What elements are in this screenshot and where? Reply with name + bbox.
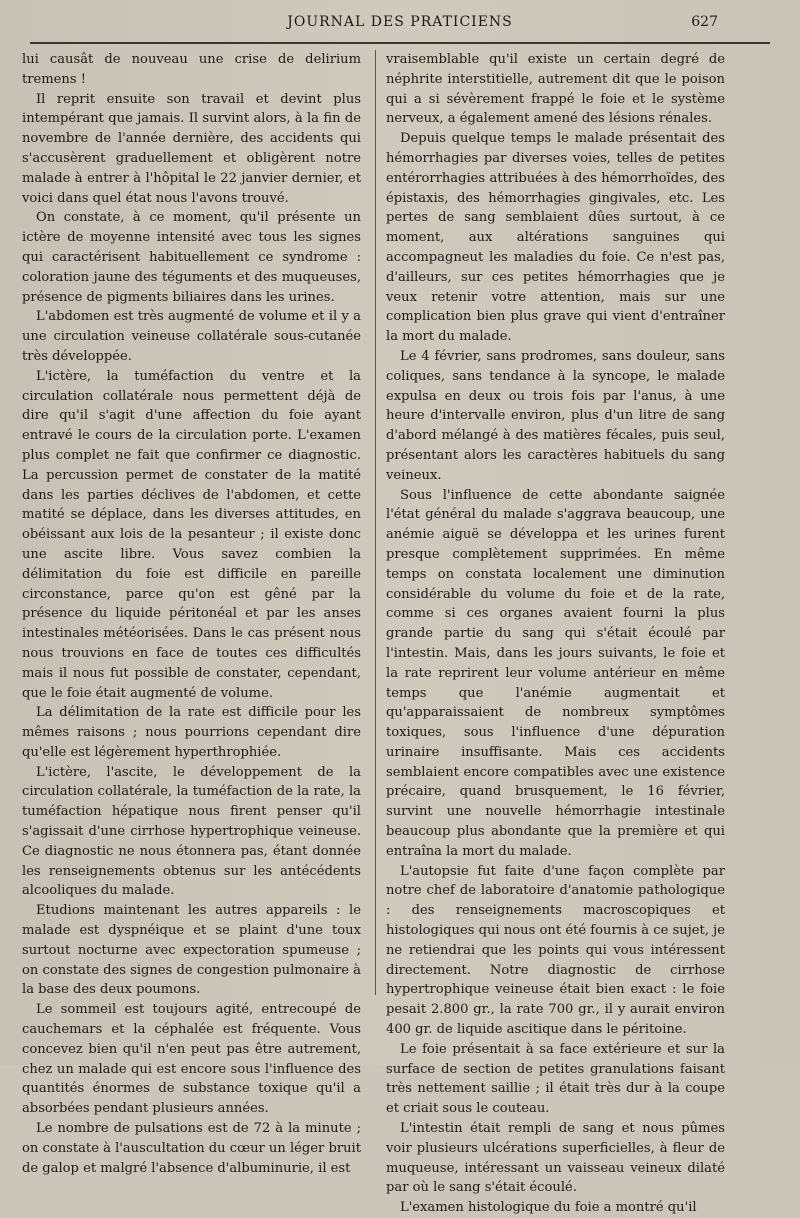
running-title: JOURNAL DES PRATICIENS <box>287 14 513 30</box>
header-rule <box>30 42 770 44</box>
page-number: 627 <box>691 14 718 30</box>
paragraph: La délimitation de la rate est difficile pour les mêmes raisons ; nous pourrions cependant dire qu'elle est légèrement hyperthrophiée. <box>22 705 361 760</box>
paragraph: L'ictère, la tuméfaction du ventre et la circulation collatérale nous permettent déjà de dire qu'il s'agit d'une affection du foie ayant entravé le cours de la circulation porte. L'examen plus complet ne fait que confirmer ce diagnostic. La percussion permet de constater de la matité dans les parties déclives de l'abdomen, et cette matité se déplace, dans les diverses attitudes, en obéissant aux lois de la pesanteur ; il existe donc une ascite libre. Vous savez combien la délimitation du foie est difficile en pareille circonstance, parce qu'on est gêné par la présence du liquide péritonéal et par les anses intestinales météorisées. Dans le cas présent nous nous trouvions en face de toutes ces difficultés mais il nous fut possible de constater, cependant, que le foie était augmenté de volume. <box>22 368 361 701</box>
paragraph: Sous l'influence de cette abondante saignée l'état général du malade s'aggrava beaucoup, une anémie aiguë se développa et les urines furent presque complètement supprimées. En même temps on constata localement une diminution considérable du volume du foie et de la rate, comme si ces organes avaient fourni la plus grande partie du sang qui s'était écoulé par l'intestin. Mais, dans les jours suivants, le foie et la rate reprirent leur volume antérieur en même temps que l'anémie augmentait et qu'apparaissaient de nombreux symptômes toxiques, sous l'influence d'une dépuration urinaire insuffisante. Mais ces accidents semblaient encore compatibles avec une existence précaire, quand brusquement, le 16 février, survint une nouvelle hémorrhagie intestinale beaucoup plus abondante que la première et qui entraîna la mort du malade. <box>386 487 725 859</box>
column-divider <box>375 50 376 995</box>
paragraph: Il reprit ensuite son travail et devint plus intempérant que jamais. Il survint alors, à la fin de novembre de l'année dernière, des accidents qui s'accusèrent graduellement et obligèrent notre malade à entrer à l'hôpital le 22 janvier dernier, et voici dans quel état nous l'avons trouvé. <box>22 91 361 206</box>
paragraph: Le 4 février, sans prodromes, sans douleur, sans coliques, sans tendance à la syncope, le malade expulsa en deux ou trois fois par l'anus, à une heure d'intervalle environ, plus d'un litre de sang d'abord mélangé à des matières fécales, puis seul, présentant alors les caractères habituels du sang veineux. <box>386 348 725 483</box>
paragraph: Etudions maintenant les autres appareils : le malade est dyspnéique et se plaint d'une toux surtout nocturne avec expectoration spumeuse ; on constate des signes de congestion pulmonaire à la base des deux poumons. <box>22 903 361 998</box>
paragraph: Le sommeil est toujours agité, entrecoupé de cauchemars et la céphalée est fréquente. Vous concevez bien qu'il n'en peut pas être autrement, chez un malade qui est encore sous l'influence des quantités énormes de substance toxique qu'il a absorbées pendant plusieurs années. <box>22 1002 361 1117</box>
page-header <box>0 14 800 36</box>
paragraph: L'examen histologique du foie a montré qu'il <box>400 1200 697 1216</box>
paragraph: L'autopsie fut faite d'une façon complète par notre chef de laboratoire d'anatomie pathologique : des renseignements macroscopiques et histologiques qui nous ont été fournis à ce sujet, je ne retiendrai que les points qui vous intéressent directement. Notre diagnostic de cirrhose hypertrophique veineuse était bien exact : le foie pesait 2.800 gr., la rate 700 gr., il y aurait environ 400 gr. de liquide ascitique dans le péritoine. <box>386 863 725 1038</box>
paragraph: vraisemblable qu'il existe un certain degré de néphrite interstitielle, autrement dit que le poison qui a si sévèrement frappé le foie et le système nerveux, a également amené des lésions rénales. <box>386 52 725 127</box>
paragraph: L'ictère, l'ascite, le développement de la circulation collatérale, la tuméfaction de la rate, la tuméfaction hépatique nous firent penser qu'il s'agissait d'une cirrhose hypertrophique veineuse. Ce diagnostic ne nous étonnera pas, étant donnée les renseignements obtenus sur les antécédents alcooliques du malade. <box>22 764 361 899</box>
right-column <box>386 50 725 1218</box>
paragraph: On constate, à ce moment, qu'il présente un ictère de moyenne intensité avec tous les signes qui caractérisent habituellement ce syndrome : coloration jaune des téguments et des muqueuses, présence de pigments biliaires dans les urines. <box>22 210 361 305</box>
paragraph: L'abdomen est très augmenté de volume et il y a une circulation veineuse collatérale sous-cutanée très développée. <box>22 309 361 364</box>
paragraph: lui causât de nouveau une crise de delirium tremens ! <box>22 52 361 87</box>
paragraph: L'intestin était rempli de sang et nous pûmes voir plusieurs ulcérations superficielles, à fleur de muqueuse, intéressant un vaisseau veineux dilaté par où le sang s'était écoulé. <box>386 1121 725 1196</box>
paragraph: Depuis quelque temps le malade présentait des hémorrhagies par diverses voies, telles de petites entérorrhagies attribuées à des hémorrhoïdes, des épistaxis, des hémorrhagies gingivales, etc. Les pertes de sang semblaient dûes surtout, à ce moment, aux altérations sanguines qui accompagneut les maladies du foie. Ce n'est pas, d'ailleurs, sur ces petites hémorrhagies que je veux retenir votre attention, mais sur une complication bien plus grave qui vient d'entraîner la mort du malade. <box>386 131 725 345</box>
paragraph: Le nombre de pulsations est de 72 à la minute ; on constate à l'auscultation du cœur un léger bruit de galop et malgré l'absence d'albuminurie, il est <box>22 1121 361 1176</box>
left-column <box>22 50 361 1178</box>
paragraph: Le foie présentait à sa face extérieure et sur la surface de section de petites granulations faisant très nettement saillie ; il était très dur à la coupe et criait sous le couteau. <box>386 1041 725 1117</box>
